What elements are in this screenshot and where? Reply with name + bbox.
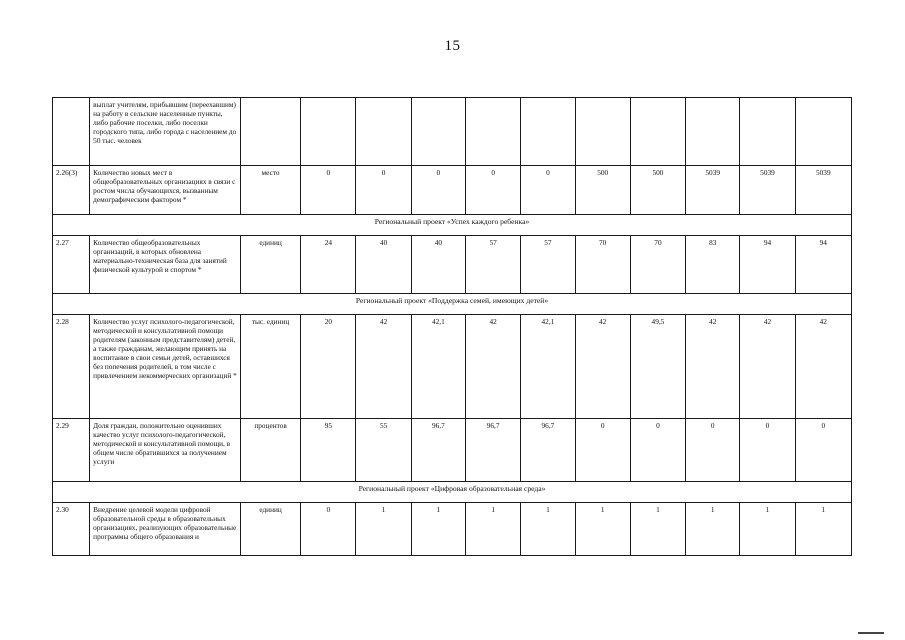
indicator-description: выплат учителям, прибывшим (переехавшим) на работу в сельские населенные пункты, либо рабочие поселки, либо поселки городского типа, либо города с населением до 50 тыс. человек [90,98,241,166]
table-row [53,236,852,294]
value-cell: 40 [411,236,465,294]
value-cell: 0 [466,166,521,215]
value-cell: 1 [575,503,630,556]
value-cell: 70 [575,236,630,294]
value-cell: 96,7 [411,419,465,482]
value-cell: 42,1 [411,315,465,419]
value-cell: 55 [356,419,411,482]
section-row [53,482,852,503]
value-cell: 42 [466,315,521,419]
value-cell: 1 [795,503,851,556]
value-cell [575,98,630,166]
value-cell: 42 [686,315,740,419]
value-cell: 42 [740,315,795,419]
value-cell [521,98,575,166]
indicator-description: Доля граждан, положительно оценивших качество услуг психолого-педагогической, методической и консультативной помощи, в общем числе обратившихся за получением услуги [90,419,241,482]
row-number [53,98,90,166]
unit-cell: тыс. единиц [240,315,300,419]
value-cell: 83 [686,236,740,294]
unit-cell [240,98,300,166]
section-title: Региональный проект «Цифровая образовательная среда» [53,482,852,503]
value-cell: 1 [411,503,465,556]
indicator-description: Количество услуг психолого-педагогической, методической и консультативной помощи родителям (законным представителям) детей, а также гражданам, желающим принять на воспитание в свои семьи детей, оставшихся без попечения родителей, в том числе с привлечением некоммерческих организаций * [90,315,241,419]
value-cell: 1 [521,503,575,556]
table-row [53,315,852,419]
value-cell: 500 [630,166,685,215]
indicator-description: Количество общеобразовательных организаций, в которых обновлена материально-техническая база для занятий физической культурой и спортом * [90,236,241,294]
table-row [53,503,852,556]
indicators-table [52,97,852,556]
value-cell: 57 [466,236,521,294]
value-cell: 0 [301,503,356,556]
value-cell: 1 [630,503,685,556]
value-cell: 94 [795,236,851,294]
value-cell: 5039 [795,166,851,215]
value-cell: 0 [575,419,630,482]
value-cell [411,98,465,166]
value-cell: 42,1 [521,315,575,419]
value-cell: 42 [575,315,630,419]
value-cell: 24 [301,236,356,294]
value-cell: 96,7 [466,419,521,482]
section-title: Региональный проект «Поддержка семей, имеющих детей» [53,294,852,315]
value-cell: 42 [795,315,851,419]
value-cell: 0 [301,166,356,215]
unit-cell: единиц [240,236,300,294]
value-cell [686,98,740,166]
value-cell: 0 [521,166,575,215]
value-cell [795,98,851,166]
value-cell: 1 [356,503,411,556]
value-cell: 0 [630,419,685,482]
row-number: 2.27 [53,236,90,294]
value-cell: 1 [686,503,740,556]
value-cell [740,98,795,166]
value-cell: 0 [686,419,740,482]
value-cell: 0 [740,419,795,482]
section-row [53,294,852,315]
indicator-description: Внедрение целевой модели цифровой образовательной среды в образовательных организациях, реализующих образовательные программы общего образования и [90,503,241,556]
value-cell: 40 [356,236,411,294]
value-cell [630,98,685,166]
row-number: 2.30 [53,503,90,556]
value-cell: 70 [630,236,685,294]
indicator-description: Количество новых мест в общеобразовательных организациях в связи с ростом числа обучающихся, вызванным демографическим фактором * [90,166,241,215]
value-cell: 5039 [740,166,795,215]
value-cell: 95 [301,419,356,482]
section-row [53,215,852,236]
value-cell: 96,7 [521,419,575,482]
value-cell [356,98,411,166]
value-cell: 1 [466,503,521,556]
unit-cell: место [240,166,300,215]
row-number: 2.28 [53,315,90,419]
table-row [53,166,852,215]
value-cell: 42 [356,315,411,419]
value-cell: 0 [356,166,411,215]
table-row [53,419,852,482]
table-row [53,98,852,166]
value-cell: 94 [740,236,795,294]
row-number: 2.26(3) [53,166,90,215]
value-cell [466,98,521,166]
value-cell: 0 [795,419,851,482]
row-number: 2.29 [53,419,90,482]
value-cell: 57 [521,236,575,294]
value-cell: 500 [575,166,630,215]
value-cell: 20 [301,315,356,419]
value-cell: 49,5 [630,315,685,419]
section-title: Региональный проект «Успех каждого ребенка» [53,215,852,236]
value-cell [301,98,356,166]
scan-mark [858,632,884,634]
value-cell: 1 [740,503,795,556]
page-number: 15 [444,38,461,54]
value-cell: 0 [411,166,465,215]
unit-cell: процентов [240,419,300,482]
unit-cell: единиц [240,503,300,556]
value-cell: 5039 [686,166,740,215]
